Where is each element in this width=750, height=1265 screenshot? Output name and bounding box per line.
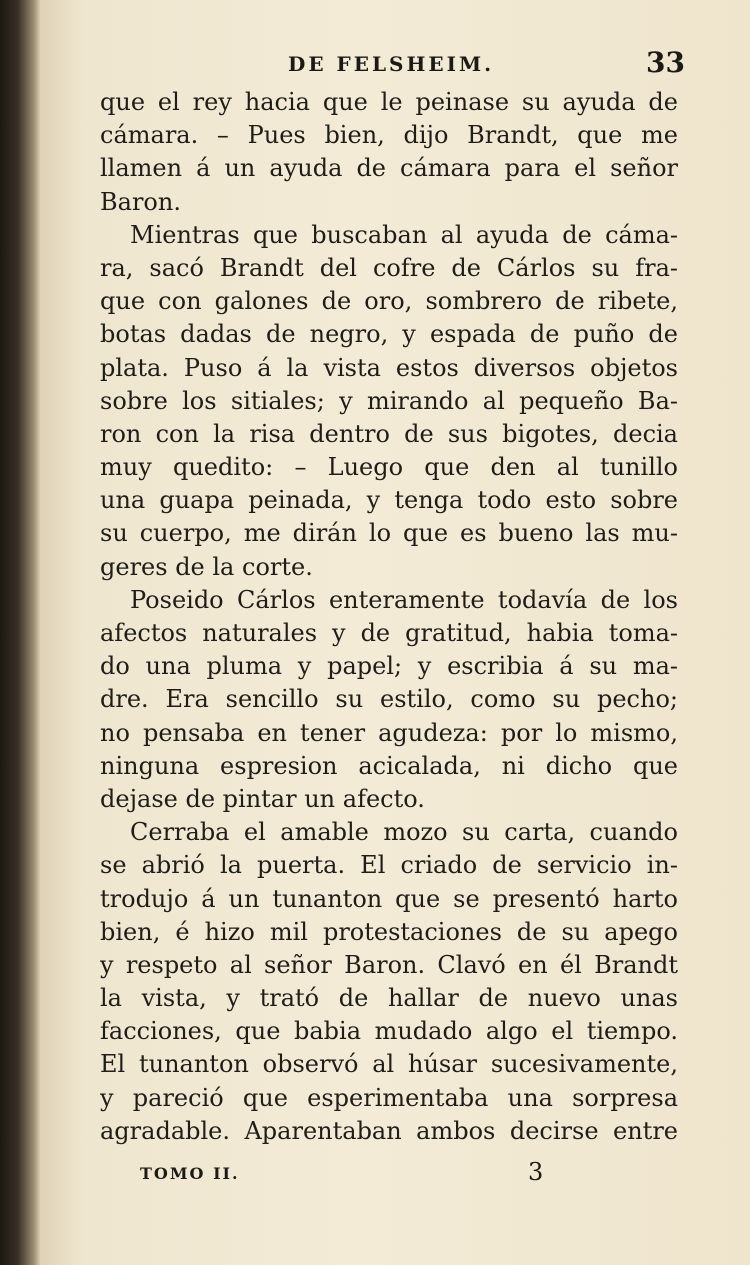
text-line: que el rey hacia que le peinase su ayuda de xyxy=(100,88,678,116)
book-gutter xyxy=(0,0,40,1265)
text-line: y respeto al señor Baron. Clavó en él Brandt xyxy=(100,950,678,979)
text-line: muy quedito: – Luego que den al tunillo xyxy=(100,453,678,482)
text-line: do una pluma y papel; y escribia á su ma- xyxy=(100,652,678,681)
text-line: cámara. – Pues bien, dijo Brandt, que me xyxy=(100,121,678,150)
text-line: se abrió la puerta. El criado de servicio in- xyxy=(100,851,678,880)
text-line: afectos naturales y de gratitud, habia toma- xyxy=(100,619,678,647)
text-line: Baron. xyxy=(100,187,181,216)
text-line: agradable. Aparentaban ambos decirse entre xyxy=(100,1116,678,1145)
text-line: Mientras que buscaban al ayuda de cáma- xyxy=(130,220,678,249)
text-line: la vista, y trató de hallar de nuevo unas xyxy=(100,984,678,1013)
volume-label: TOMO II. xyxy=(140,1164,240,1183)
page-footer xyxy=(100,1158,678,1198)
text-line: facciones, que babia mudado algo el tiempo. xyxy=(100,1017,678,1046)
page-header xyxy=(100,46,685,82)
text-line: El tunanton observó al húsar sucesivamente, xyxy=(100,1050,678,1079)
text-line: geres de la corte. xyxy=(100,552,313,581)
text-line: dejase de pintar un afecto. xyxy=(100,784,425,813)
page-number: 33 xyxy=(646,46,685,79)
text-line: que con galones de oro, sombrero de ribete, xyxy=(100,287,678,316)
text-line: sobre los sitiales; y mirando al pequeño Ba- xyxy=(100,386,678,415)
text-line: Cerraba el amable mozo su carta, cuando xyxy=(130,818,678,847)
text-line: ron con la risa dentro de sus bigotes, decia xyxy=(100,419,678,448)
book-page xyxy=(40,0,750,1265)
text-line: bien, é hizo mil protestaciones de su apego xyxy=(100,917,678,946)
text-line: Poseido Cárlos enteramente todavía de los xyxy=(130,585,678,614)
signature-mark: 3 xyxy=(528,1158,544,1186)
running-head: DE FELSHEIM. xyxy=(288,52,495,76)
text-line: ninguna espresion acicalada, ni dicho que xyxy=(100,751,678,780)
body-text xyxy=(100,86,678,1148)
text-line: botas dadas de negro, y espada de puño de xyxy=(100,320,678,349)
text-line: plata. Puso á la vista estos diversos objetos xyxy=(100,353,678,382)
text-line: ra, sacó Brandt del cofre de Cárlos su fra- xyxy=(100,253,678,282)
text-line: y pareció que esperimentaba una sorpresa xyxy=(100,1083,678,1112)
text-line: trodujo á un tunanton que se presentó harto xyxy=(100,884,678,913)
text-line: dre. Era sencillo su estilo, como su pecho; xyxy=(100,685,678,714)
text-line: su cuerpo, me dirán lo que es bueno las mu- xyxy=(100,519,678,548)
text-line: una guapa peinada, y tenga todo esto sobre xyxy=(100,486,678,515)
text-line: no pensaba en tener agudeza: por lo mismo, xyxy=(100,718,678,747)
text-line: llamen á un ayuda de cámara para el señor xyxy=(100,154,678,183)
